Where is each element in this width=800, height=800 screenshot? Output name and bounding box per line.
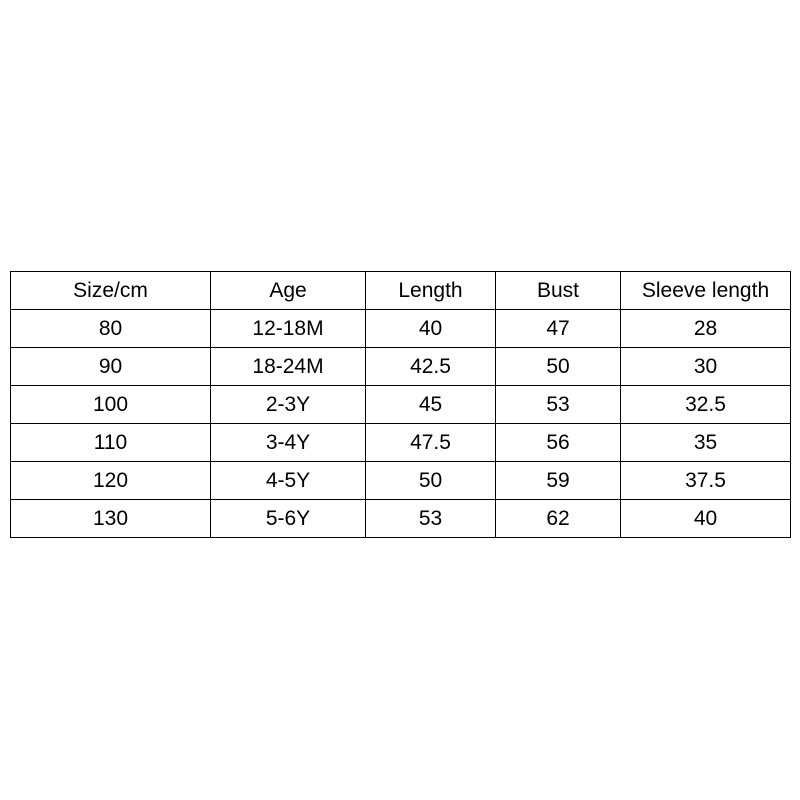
table-body xyxy=(11,310,791,538)
cell-size: 110 xyxy=(11,424,211,462)
cell-length: 45 xyxy=(366,386,496,424)
cell-size: 80 xyxy=(11,310,211,348)
size-chart-container xyxy=(10,271,790,538)
cell-age: 3-4Y xyxy=(211,424,366,462)
cell-sleeve-length: 30 xyxy=(621,348,791,386)
cell-bust: 50 xyxy=(496,348,621,386)
table-row xyxy=(11,424,791,462)
cell-sleeve-length: 40 xyxy=(621,500,791,538)
cell-size: 100 xyxy=(11,386,211,424)
cell-size: 130 xyxy=(11,500,211,538)
cell-size: 120 xyxy=(11,462,211,500)
column-header-bust: Bust xyxy=(496,272,621,310)
cell-age: 2-3Y xyxy=(211,386,366,424)
cell-bust: 47 xyxy=(496,310,621,348)
cell-sleeve-length: 37.5 xyxy=(621,462,791,500)
cell-length: 42.5 xyxy=(366,348,496,386)
cell-age: 5-6Y xyxy=(211,500,366,538)
cell-length: 40 xyxy=(366,310,496,348)
cell-age: 18-24M xyxy=(211,348,366,386)
cell-age: 4-5Y xyxy=(211,462,366,500)
table-row xyxy=(11,310,791,348)
column-header-sleeve-length: Sleeve length xyxy=(621,272,791,310)
cell-age: 12-18M xyxy=(211,310,366,348)
cell-length: 47.5 xyxy=(366,424,496,462)
table-row xyxy=(11,500,791,538)
cell-bust: 62 xyxy=(496,500,621,538)
table-header-row xyxy=(11,272,791,310)
cell-bust: 53 xyxy=(496,386,621,424)
cell-sleeve-length: 35 xyxy=(621,424,791,462)
cell-size: 90 xyxy=(11,348,211,386)
table-row xyxy=(11,348,791,386)
column-header-size: Size/cm xyxy=(11,272,211,310)
cell-length: 53 xyxy=(366,500,496,538)
column-header-age: Age xyxy=(211,272,366,310)
table-row xyxy=(11,462,791,500)
cell-sleeve-length: 32.5 xyxy=(621,386,791,424)
table-header xyxy=(11,272,791,310)
cell-bust: 59 xyxy=(496,462,621,500)
cell-sleeve-length: 28 xyxy=(621,310,791,348)
cell-length: 50 xyxy=(366,462,496,500)
table-row xyxy=(11,386,791,424)
size-chart-table xyxy=(10,271,791,538)
column-header-length: Length xyxy=(366,272,496,310)
cell-bust: 56 xyxy=(496,424,621,462)
